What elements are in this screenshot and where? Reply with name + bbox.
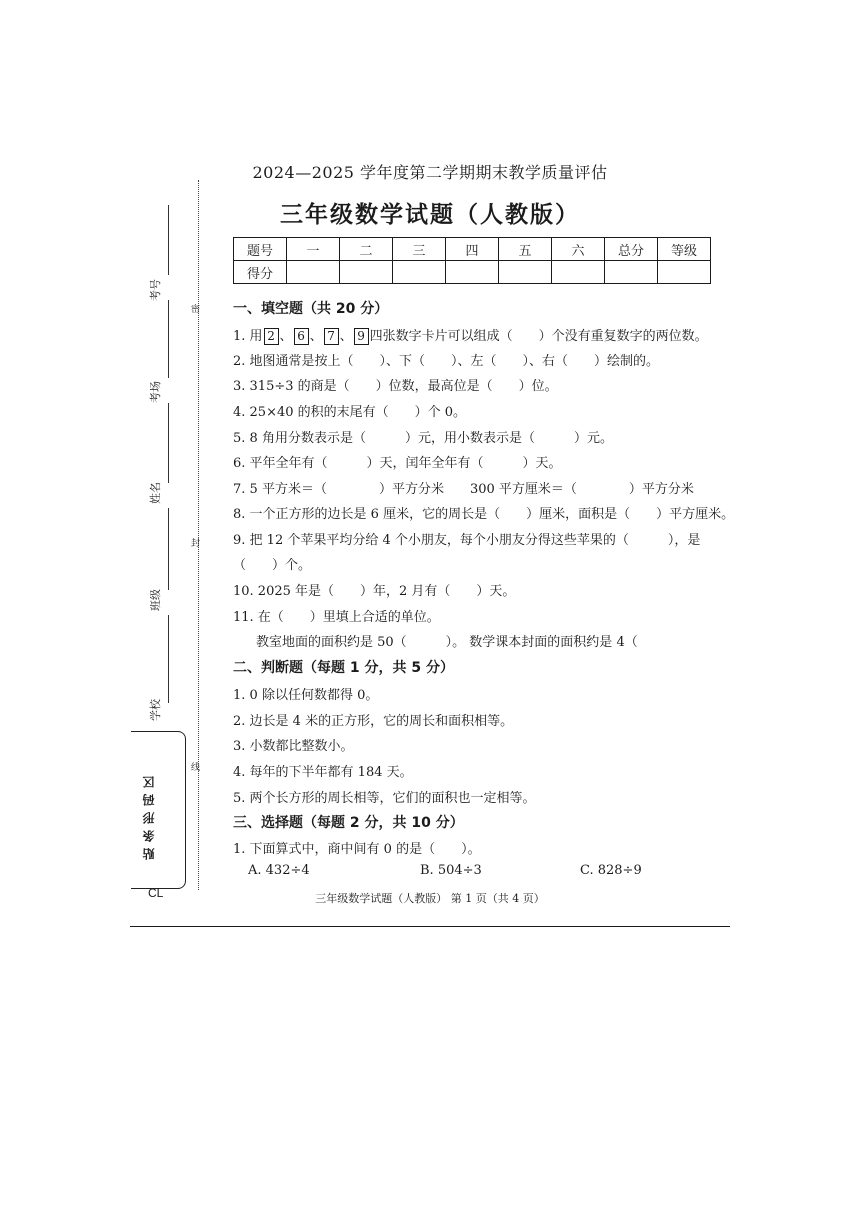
page-bottom-rule xyxy=(130,926,730,927)
separator: 、 xyxy=(339,329,353,344)
judge-item: 4. 每年的下半年都有 184 天。 xyxy=(233,765,413,780)
judge-item: 5. 两个长方形的周长相等，它们的面积也一定相等。 xyxy=(233,791,536,806)
page-footer: 三年级数学试题（人教版） 第 1 页（共 4 页） xyxy=(315,892,545,905)
score-input-cell[interactable] xyxy=(446,261,499,284)
question-text: 1. 用 xyxy=(233,329,263,344)
candidate-number-line[interactable] xyxy=(168,205,169,275)
question-8: 8. 一个正方形的边长是 6 厘米，它的周长是（ ）厘米，面积是（ ）平方厘米。 xyxy=(233,507,735,522)
score-input-cell[interactable] xyxy=(393,261,446,284)
score-table-header-row xyxy=(234,238,711,261)
question-9-cont: （ ）个。 xyxy=(233,558,312,573)
score-cell: 四 xyxy=(446,238,499,261)
section-fill-in-title: 一、填空题（共 20 分） xyxy=(233,301,389,317)
question-3: 3. 315÷3 的商是（ ）位数，最高位是（ ）位。 xyxy=(233,379,558,394)
barcode-label: 贴条形码区 xyxy=(142,770,156,860)
score-cell: 一 xyxy=(287,238,340,261)
question-11: 11. 在（ ）里填上合适的单位。 xyxy=(233,610,440,625)
choice-option-b: B. 504÷3 xyxy=(420,863,482,878)
question-10: 10. 2025 年是（ ）年，2 月有（ ）天。 xyxy=(233,584,516,599)
section-choice-title: 三、选择题（每题 2 分，共 10 分） xyxy=(233,815,464,831)
judge-item: 1. 0 除以任何数都得 0。 xyxy=(233,688,379,703)
cl-mark: CL xyxy=(148,886,164,900)
score-cell: 得分 xyxy=(234,261,287,284)
score-input-cell[interactable] xyxy=(287,261,340,284)
exam-room-label: 考场 xyxy=(149,381,162,403)
question-11-sub: 教室地面的面积约是 50（ ）。 数学课本封面的面积约是 4（ xyxy=(256,635,638,650)
separator: 、 xyxy=(309,329,323,344)
score-cell: 二 xyxy=(340,238,393,261)
school-line[interactable] xyxy=(168,615,169,703)
score-cell: 六 xyxy=(552,238,605,261)
binding-dotted-line xyxy=(198,180,199,890)
score-cell: 三 xyxy=(393,238,446,261)
score-table-score-row xyxy=(234,261,711,284)
class-line[interactable] xyxy=(168,508,169,590)
score-cell: 总分 xyxy=(605,238,658,261)
score-input-cell[interactable] xyxy=(658,261,711,284)
question-text: 四张数字卡片可以组成（ ）个没有重复数字的两位数。 xyxy=(369,329,708,344)
candidate-number-label: 考号 xyxy=(149,279,162,301)
binding-mark-xian: 线 xyxy=(191,763,201,773)
question-6: 6. 平年全年有（ ）天，闰年全年有（ ）天。 xyxy=(233,456,562,471)
question-1 xyxy=(233,325,708,345)
section-true-false-title: 二、判断题（每题 1 分，共 5 分） xyxy=(233,660,454,676)
score-cell: 等级 xyxy=(658,238,711,261)
separator: 、 xyxy=(279,329,293,344)
school-label: 学校 xyxy=(149,699,162,721)
digit-card: 7 xyxy=(324,328,339,345)
choice-option-c: C. 828÷9 xyxy=(580,863,642,878)
score-input-cell[interactable] xyxy=(605,261,658,284)
binding-mark-mi: 密 xyxy=(191,305,201,315)
exam-room-line[interactable] xyxy=(168,300,169,378)
digit-card: 6 xyxy=(294,328,309,345)
name-label: 姓名 xyxy=(149,482,162,504)
digit-card: 9 xyxy=(354,328,369,345)
choice-question-1: 1. 下面算式中，商中间有 0 的是（ ）。 xyxy=(233,842,481,857)
question-7: 7. 5 平方米＝（ ）平方分米 300 平方厘米＝（ ）平方分米 xyxy=(233,482,694,497)
score-table xyxy=(233,237,711,284)
binding-mark-feng: 封 xyxy=(191,539,201,549)
digit-card: 2 xyxy=(264,328,279,345)
exam-title: 三年级数学试题（人教版） xyxy=(280,201,580,228)
name-line[interactable] xyxy=(168,403,169,483)
judge-item: 2. 边长是 4 米的正方形，它的周长和面积相等。 xyxy=(233,714,514,729)
question-9: 9. 把 12 个苹果平均分给 4 个小朋友，每个小朋友分得这些苹果的（ ），是 xyxy=(233,533,701,548)
score-input-cell[interactable] xyxy=(499,261,552,284)
exam-header-term: 2024—2025 学年度第二学期期末教学质量评估 xyxy=(252,163,608,182)
choice-option-a: A. 432÷4 xyxy=(248,863,310,878)
question-5: 5. 8 角用分数表示是（ ）元，用小数表示是（ ）元。 xyxy=(233,431,613,446)
score-cell: 题号 xyxy=(234,238,287,261)
score-cell: 五 xyxy=(499,238,552,261)
class-label: 班级 xyxy=(149,589,162,611)
score-input-cell[interactable] xyxy=(552,261,605,284)
score-input-cell[interactable] xyxy=(340,261,393,284)
question-2: 2. 地图通常是按上（ ）、下（ ）、左（ ）、右（ ）绘制的。 xyxy=(233,354,660,369)
judge-item: 3. 小数都比整数小。 xyxy=(233,739,354,754)
question-4: 4. 25×40 的积的末尾有（ ）个 0。 xyxy=(233,405,467,420)
